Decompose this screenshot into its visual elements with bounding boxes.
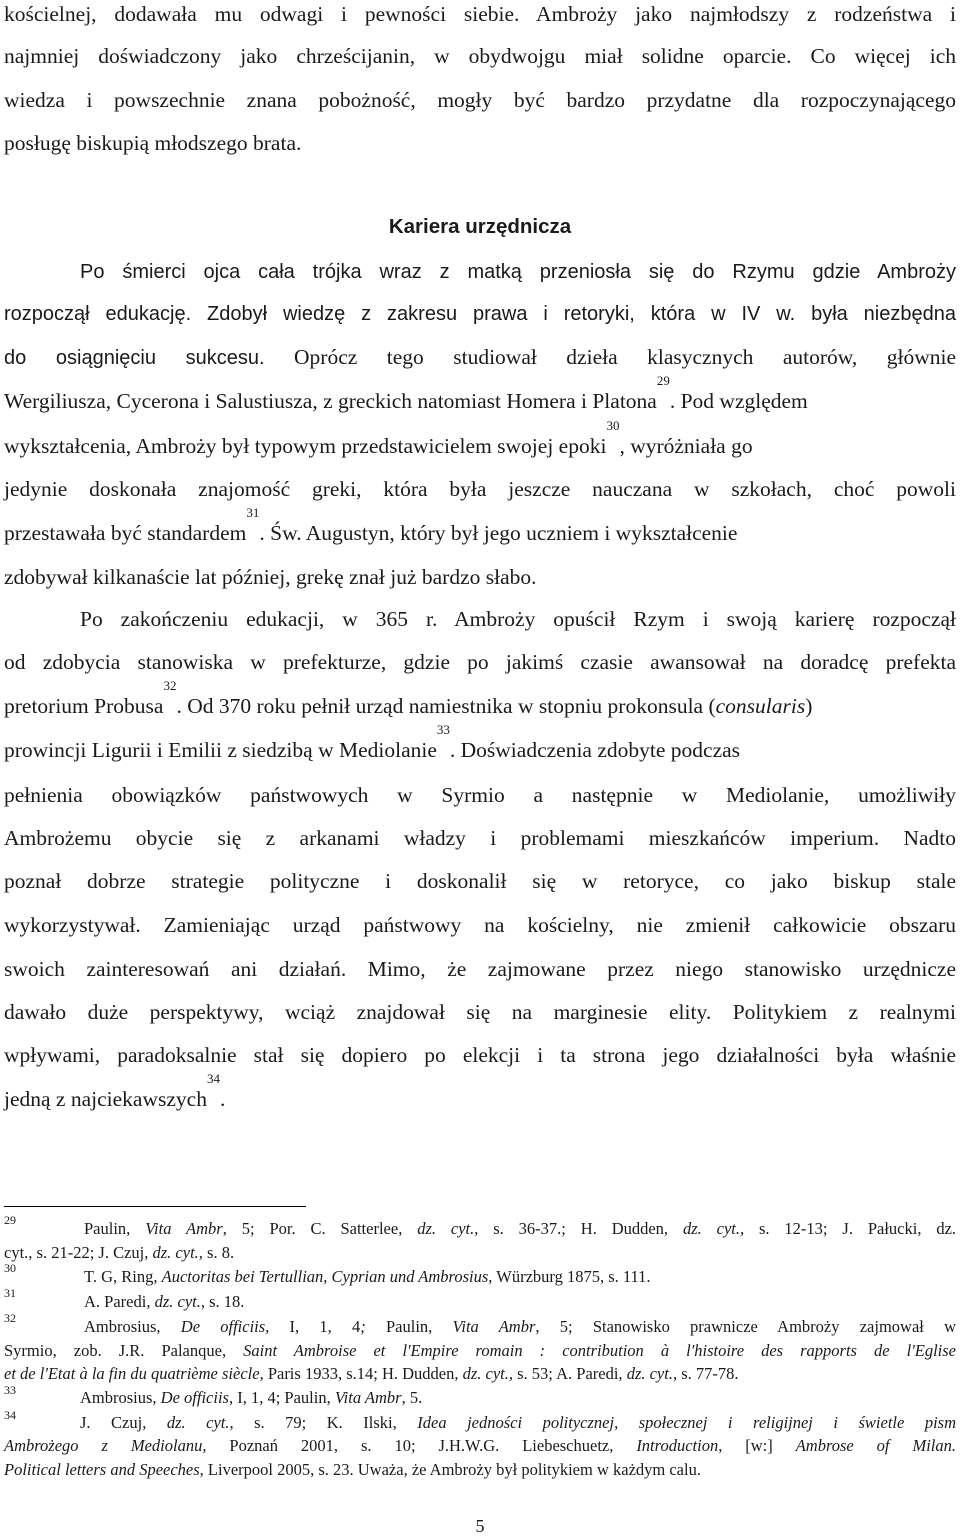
footnote-line: J. Czuj, dz. cyt., s. 79; K. Ilski, Idea jedności politycznej, społecznej i religijnej i świetle pism (80, 1413, 956, 1432)
footnote-number: 30 (4, 1261, 16, 1275)
body-line: posługę biskupią młodszego brata. (4, 131, 302, 155)
footnote-line: Ambrosius, De officiis, I, 1, 4; Paulin, Vita Ambr, 5. (80, 1388, 423, 1407)
body-line: dawało duże perspektywy, wciąż znajdował się na marginesie elity. Politykiem z realnymi (4, 1000, 956, 1024)
body-line: zdobywał kilkanaście lat później, grekę znał już bardzo słabo. (4, 565, 537, 589)
body-line: wiedza i powszechnie znana pobożność, mogły być bardzo przydatne dla rozpoczynającego (4, 88, 956, 112)
body-fragment: Wergiliusza, Cycerona i Salustiusza, z greckich natomiast Homera i Platona (4, 389, 657, 413)
body-fragment: . Pod względem (669, 389, 808, 413)
body-line: kościelnej, dodawała mu odwagi i pewności siebie. Ambroży jako najmłodszy z rodzeństwa i (4, 2, 956, 26)
footnote-line: Ambrożego z Mediolanu, Poznań 2001, s. 10; J.H.W.G. Liebeschuetz, Introduction, [w:] Ambrose of Milan. (4, 1436, 956, 1455)
footnote-ref[interactable]: 31 (246, 505, 260, 520)
footnote-ref[interactable]: 32 (163, 678, 177, 693)
footnote-number: 32 (4, 1311, 16, 1325)
footnote-line: Ambrosius, De officiis, I, 1, 4; Paulin, Vita Ambr, 5; Stanowisko prawnicze Ambroży zajmował w (84, 1317, 957, 1336)
body-line: swoich zainteresowań ani działań. Mimo, że zajmowane przez niego stanowisko urzędnicze (4, 957, 956, 981)
footnote-line: et de l'Etat à la fin du quatrième siècle, Paris 1933, s.14; H. Dudden, dz. cyt., s. 53; A. Paredi, dz. cyt., s. 77-78. (4, 1364, 739, 1383)
body-fragment: Oprócz tego studiował dzieła klasycznych autorów, głównie (264, 345, 956, 369)
footnote-line: Syrmio, zob. J.R. Palanque, Saint Ambroise et l'Empire romain : contribution à l'histoire des rapports de l'Eglise (4, 1341, 957, 1360)
body-line: Po zakończeniu edukacji, w 365 r. Ambroży opuścił Rzym i swoją karierę rozpoczął (80, 607, 956, 631)
body-line (4, 418, 956, 460)
body-fragment: . Od 370 roku pełnił urząd namiestnika w stopniu prokonsula ( (176, 694, 716, 718)
body-fragment: . (219, 1087, 226, 1111)
footnote-separator (4, 1206, 306, 1207)
body-line: poznał dobrze strategie polityczne i doskonalił się w retoryce, co jako biskup stale (4, 869, 956, 893)
footnote-line: A. Paredi, dz. cyt., s. 18. (84, 1292, 245, 1311)
section-heading: Kariera urzędnicza (388, 215, 572, 238)
body-line: wykorzystywał. Zamieniając urząd państwowy na kościelny, nie zmienił całkowicie obszaru (4, 913, 956, 937)
body-line: jedynie doskonała znajomość greki, która była jeszcze nauczana w szkołach, choć powoli (4, 477, 956, 501)
body-line: najmniej doświadczony jako chrześcijanin, w obydwojgu miał solidne oparcie. Co więcej ich (4, 44, 956, 68)
footnote-number: 31 (4, 1286, 16, 1300)
body-line (4, 343, 956, 372)
italic-term: consularis (715, 694, 806, 718)
footnote-number: 34 (4, 1408, 16, 1422)
body-line (4, 373, 956, 415)
body-line (4, 1071, 956, 1113)
body-fragment: . Św. Augustyn, który był jego uczniem i wykształcenie (259, 521, 738, 545)
body-line: Ambrożemu obycie się z arkanami władzy i problemami mieszkańców imperium. Nadto (4, 826, 956, 850)
footnote-number: 33 (4, 1383, 16, 1397)
footnote-line: T. G, Ring, Auctoritas bei Tertullian, Cyprian und Ambrosius, Würzburg 1875, s. 111. (84, 1267, 651, 1286)
body-line: Po śmierci ojca cała trójka wraz z matką przeniosła się do Rzymu gdzie Ambroży (80, 261, 956, 283)
body-fragment: , wyróżniała go (619, 434, 753, 458)
body-line (4, 505, 956, 547)
footnote-line: Paulin, Vita Ambr, 5; Por. C. Satterlee, dz. cyt., s. 36-37.; H. Dudden, dz. cyt., s. 12-13; J. Pałucki, dz. (84, 1219, 957, 1238)
footnote-ref[interactable]: 29 (656, 373, 670, 388)
body-fragment: . Doświadczenia zdobyte podczas (449, 738, 741, 762)
footnote-line: Political letters and Speeches, Liverpool 2005, s. 23. Uważa, że Ambroży był politykiem w każdym calu. (4, 1460, 701, 1479)
footnote-ref[interactable]: 30 (606, 418, 620, 433)
footnote-line: cyt., s. 21-22; J. Czuj, dz. cyt., s. 8. (4, 1243, 235, 1262)
body-line (4, 678, 956, 720)
body-fragment: do osiągnięciu sukcesu. (4, 347, 265, 369)
body-fragment: jedną z najciekawszych (4, 1087, 207, 1111)
body-fragment: ) (805, 694, 813, 718)
body-fragment: pretorium Probusa (4, 694, 164, 718)
body-fragment: przestawała być standardem (4, 521, 247, 545)
body-fragment: wykształcenia, Ambroży był typowym przedstawicielem swojej epoki (4, 434, 607, 458)
body-line (4, 722, 956, 764)
page-number: 5 (475, 1516, 485, 1536)
body-line: pełnienia obowiązków państwowych w Syrmio a następnie w Mediolanie, umożliwiły (4, 783, 956, 807)
body-line: od zdobycia stanowiska w prefekturze, gdzie po jakimś czasie awansował na doradcę prefekta (4, 650, 956, 674)
footnote-ref[interactable]: 34 (206, 1071, 220, 1086)
footnote-number: 29 (4, 1213, 16, 1227)
body-line: rozpoczął edukację. Zdobył wiedzę z zakresu prawa i retoryki, która w IV w. była niezbędna (4, 303, 956, 325)
body-line: wpływami, paradoksalnie stał się dopiero po elekcji i ta strona jego działalności była właśnie (4, 1043, 956, 1067)
footnote-ref[interactable]: 33 (436, 722, 450, 737)
body-fragment: prowincji Ligurii i Emilii z siedzibą w Mediolanie (4, 738, 437, 762)
